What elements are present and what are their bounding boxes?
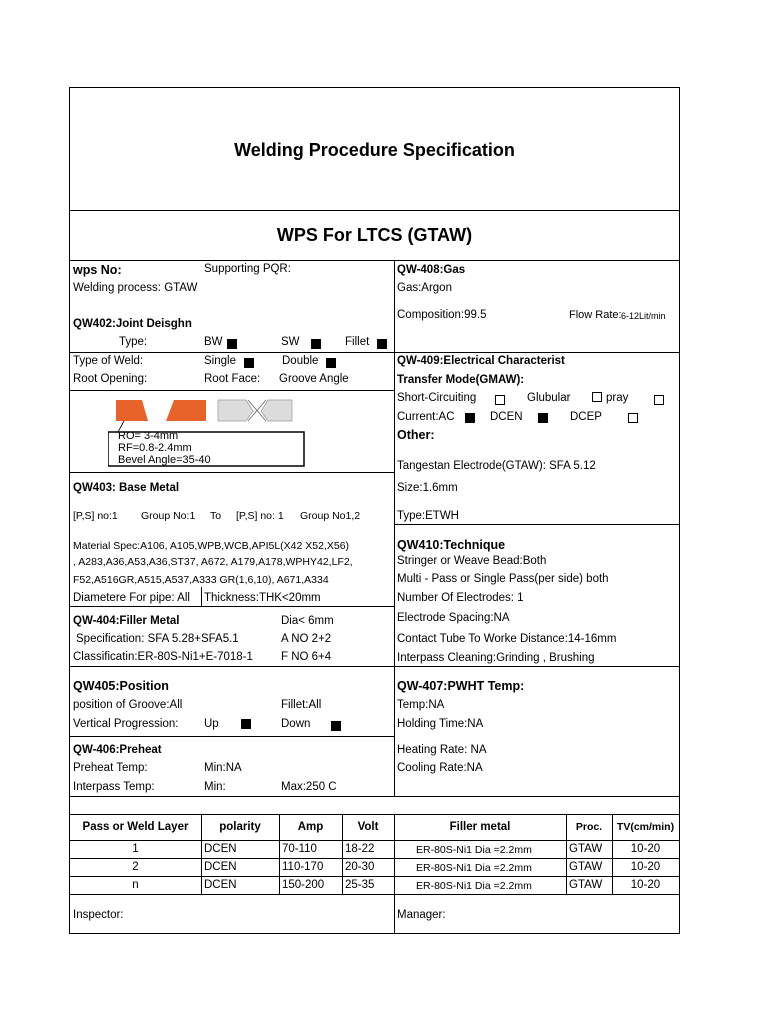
filler-classification: Classificatin:ER-80S-Ni1+E-7018-1 — [73, 651, 253, 663]
table-row-3-polarity: DCEN — [204, 879, 237, 891]
dcen-checked[interactable] — [538, 413, 548, 423]
joint-design-heading: QW402:Joint Deisghn — [73, 318, 192, 330]
bevel-gray-right — [261, 400, 292, 421]
up-label: Up — [204, 718, 219, 730]
bevel-gray-left — [218, 400, 253, 421]
material-spec-line1: Material Spec:A106, A105,WPB,WCB,API5L(X42 X52,X56) — [73, 540, 350, 552]
electrical-heading: QW-409:Electrical Characterist — [397, 355, 565, 367]
fillet-label: Fillet — [345, 336, 370, 348]
contact-tube-distance: Contact Tube To Worke Distance:14-16mm — [397, 633, 617, 645]
pwht-heading: QW-407:PWHT Temp: — [397, 679, 525, 693]
flow-rate-value: 6-12Lit/min — [621, 311, 666, 321]
preheat-temp-label: Preheat Temp: — [73, 762, 148, 774]
current-ac-checked[interactable] — [465, 413, 475, 423]
welding-process: Welding process: GTAW — [73, 282, 198, 294]
wps-subtitle: WPS For LTCS (GTAW) — [276, 225, 473, 245]
table-row-1-proc: GTAW — [569, 843, 603, 855]
table-row-1-filler: ER-80S-Ni1 Dia =2.2mm — [416, 844, 532, 856]
ps-no-1: [P,S] no:1 — [73, 510, 118, 522]
single-checked[interactable] — [244, 358, 254, 368]
rf-note: RF=0.8-2.4mm — [118, 442, 192, 454]
table-header-amp: Amp — [297, 821, 324, 833]
table-row-2-tv: 10-20 — [630, 861, 661, 873]
table-row-2-amp: 110-170 — [282, 861, 324, 873]
groove-angle-label: Groove Angle — [279, 373, 349, 385]
table-header-pass: Pass or Weld Layer — [82, 821, 189, 833]
to-label: To — [210, 510, 222, 522]
sw-label: SW — [281, 336, 300, 348]
table-header-volt: Volt — [357, 821, 379, 833]
short-circuiting-checkbox[interactable] — [495, 395, 505, 405]
a-no: A NO 2+2 — [281, 633, 332, 645]
material-spec-line2: , A283,A36,A53,A36,ST37, A672, A179,A178,WPHY42,LF2, — [73, 556, 353, 568]
filler-specification: Specification: SFA 5.28+SFA5.1 — [76, 633, 239, 645]
root-face-label: Root Face: — [204, 373, 261, 385]
table-row-2-polarity: DCEN — [204, 861, 237, 873]
glubular-label: Glubular — [527, 392, 571, 404]
interpass-min: Min: — [204, 781, 226, 793]
multi-single-pass: Multi - Pass or Single Pass(per side) both — [397, 573, 609, 585]
bevel-plate-right — [166, 400, 206, 421]
down-checked[interactable] — [331, 721, 341, 731]
wps-sheet — [69, 87, 680, 934]
page-title: Welding Procedure Specification — [234, 140, 515, 160]
gas-heading: QW-408:Gas — [397, 264, 466, 276]
material-spec-line3: F52,A516GR,A515,A537,A333 GR(1,6,10), A671,A334 — [73, 574, 329, 586]
dcep-label: DCEP — [570, 411, 602, 423]
electrode-spacing: Electrode Spacing:NA — [397, 612, 510, 624]
table-row-3-tv: 10-20 — [630, 879, 661, 891]
pwht-temp: Temp:NA — [397, 699, 445, 711]
table-row-2-filler: ER-80S-Ni1 Dia =2.2mm — [416, 862, 532, 874]
bw-label: BW — [204, 336, 223, 348]
diameter-for-pipe: Diametere For pipe: All — [73, 592, 190, 604]
flow-rate-label: Flow Rate: — [569, 309, 622, 321]
bevel-plate-left — [116, 400, 148, 421]
stringer-weave: Stringer or Weave Bead:Both — [397, 555, 547, 567]
group-no-2: Group No1,2 — [300, 510, 361, 522]
filler-dia: Dia< 6mm — [281, 615, 334, 627]
spray-label: pray — [606, 392, 629, 404]
table-row-3-pass: n — [132, 879, 139, 891]
type-label: Type: — [119, 336, 148, 348]
ps-no-2: [P,S] no: 1 — [236, 510, 284, 522]
holding-time: Holding Time:NA — [397, 718, 484, 730]
supporting-pqr-label: Supporting PQR: — [204, 263, 291, 275]
preheat-min: Min:NA — [204, 762, 242, 774]
interpass-max: Max:250 C — [281, 781, 337, 793]
table-row-1-amp: 70-110 — [282, 843, 317, 855]
root-opening-label: Root Opening: — [73, 373, 148, 385]
spray-checkbox[interactable] — [654, 395, 664, 405]
table-row-3-filler: ER-80S-Ni1 Dia =2.2mm — [416, 880, 532, 892]
table-header-proc: Proc. — [575, 821, 603, 833]
interpass-cleaning: Interpass Cleaning:Grinding , Brushing — [397, 652, 595, 664]
fillet-checked[interactable] — [377, 339, 387, 349]
table-header-tv: TV(cm/min) — [616, 821, 675, 833]
tungsten-electrode: Tangestan Electrode(GTAW): SFA 5.12 — [397, 460, 596, 472]
short-circuiting-label: Short-Circuiting — [397, 392, 477, 404]
vertical-progression-label: Vertical Progression: — [73, 718, 179, 730]
bw-checked[interactable] — [227, 339, 237, 349]
type-of-weld-label: Type of Weld: — [73, 355, 144, 367]
down-label: Down — [281, 718, 311, 730]
electrode-size: Size:1.6mm — [397, 482, 458, 494]
current-ac-label: Current:AC — [397, 411, 455, 423]
fillet-position: Fillet:All — [281, 699, 322, 711]
heating-rate: Heating Rate: NA — [397, 744, 487, 756]
dcen-label: DCEN — [490, 411, 523, 423]
cooling-rate: Cooling Rate:NA — [397, 762, 483, 774]
wps-no-label: wps No: — [73, 263, 122, 277]
preheat-heading: QW-406:Preheat — [73, 744, 162, 756]
glubular-checkbox[interactable] — [592, 392, 602, 402]
other-label: Other: — [397, 428, 435, 442]
up-checked[interactable] — [241, 719, 251, 729]
single-label: Single — [204, 355, 236, 367]
ro-note: RO= 3-4mm — [118, 430, 179, 442]
table-row-3-amp: 150-200 — [282, 879, 325, 891]
thickness: Thickness:THK<20mm — [204, 592, 321, 604]
table-row-1-polarity: DCEN — [204, 843, 237, 855]
number-of-electrodes: Number Of Electrodes: 1 — [397, 592, 524, 604]
double-checked[interactable] — [326, 358, 336, 368]
electrode-type: Type:ETWH — [397, 510, 459, 522]
dcep-checkbox[interactable] — [628, 413, 638, 423]
table-row-1-pass: 1 — [132, 843, 139, 855]
composition: Composition:99.5 — [397, 309, 487, 321]
base-metal-heading: QW403: Base Metal — [73, 482, 180, 494]
manager-label: Manager: — [397, 909, 446, 921]
sw-checked[interactable] — [311, 339, 321, 349]
table-row-1-tv: 10-20 — [630, 843, 661, 855]
bevel-note: Bevel Angle=35-40 — [118, 454, 211, 466]
table-header-filler: Filler metal — [449, 821, 511, 833]
group-no-1: Group No:1 — [141, 510, 196, 522]
table-row-3-volt: 25-35 — [345, 879, 375, 891]
inspector-label: Inspector: — [73, 909, 124, 921]
table-row-3-proc: GTAW — [569, 879, 603, 891]
table-row-1-volt: 18-22 — [345, 843, 375, 855]
table-row-2-volt: 20-30 — [345, 861, 375, 873]
double-label: Double — [282, 355, 319, 367]
gas-value: Gas:Argon — [397, 282, 452, 294]
table-row-2-pass: 2 — [132, 861, 139, 873]
position-heading: QW405:Position — [73, 679, 169, 693]
technique-heading: QW410:Technique — [397, 538, 506, 552]
transfer-mode-label: Transfer Mode(GMAW): — [397, 374, 525, 386]
table-header-polarity: polarity — [219, 821, 261, 833]
interpass-temp-label: Interpass Temp: — [73, 781, 155, 793]
groove-position: position of Groove:All — [73, 699, 183, 711]
f-no: F NO 6+4 — [281, 651, 332, 663]
filler-metal-heading: QW-404:Filler Metal — [73, 615, 180, 627]
table-row-2-proc: GTAW — [569, 861, 603, 873]
